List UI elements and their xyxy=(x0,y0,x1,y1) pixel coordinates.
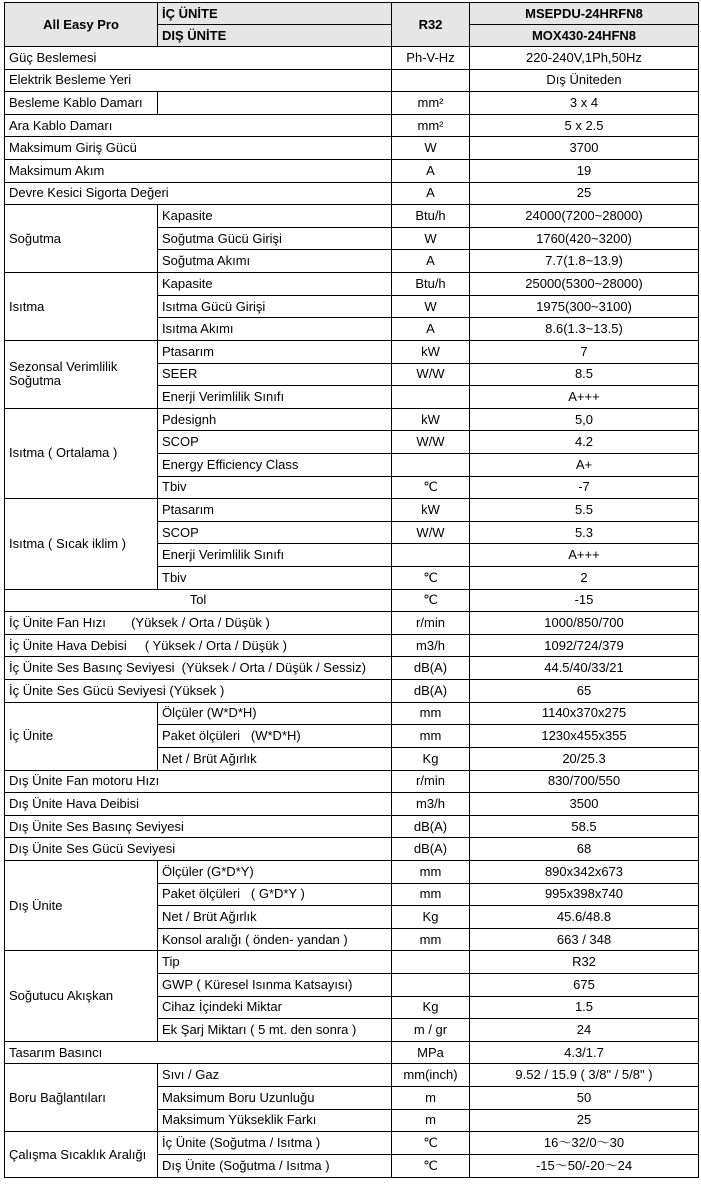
row-label: SCOP xyxy=(158,521,392,544)
row-unit: W xyxy=(392,137,470,160)
row-label: Ölçüler (W*D*H) xyxy=(158,702,392,725)
row-unit xyxy=(392,69,470,92)
row-label: Devre Kesici Sigorta Değeri xyxy=(5,182,392,205)
row-value: 1092/724/379 xyxy=(470,634,699,657)
row-value: 1.5 xyxy=(470,996,699,1019)
row-value: A+++ xyxy=(470,544,699,567)
row-unit: MPa xyxy=(392,1041,470,1064)
row-unit: W xyxy=(392,227,470,250)
row-value: R32 xyxy=(470,951,699,974)
row-unit: A xyxy=(392,182,470,205)
spec-table xyxy=(4,2,699,1178)
row-value: 4.3/1.7 xyxy=(470,1041,699,1064)
row-value: 1975(300~3100) xyxy=(470,295,699,318)
row-label: Net / Brüt Ağırlık xyxy=(158,747,392,770)
row-value: 45.6/48.8 xyxy=(470,906,699,929)
row-value: A+ xyxy=(470,453,699,476)
row-unit xyxy=(392,973,470,996)
row-label: Konsol aralığı ( önden- yandan ) xyxy=(158,928,392,951)
row-value: 663 / 348 xyxy=(470,928,699,951)
row-unit: W/W xyxy=(392,431,470,454)
row-value: -15 xyxy=(470,589,699,612)
row-value: -15～50/-20～24 xyxy=(470,1154,699,1177)
row-label: Besleme Kablo Damarı xyxy=(5,92,158,115)
row-unit: Btu/h xyxy=(392,205,470,228)
row-unit: dB(A) xyxy=(392,815,470,838)
row-label: İç Ünite (Soğutma / Isıtma ) xyxy=(158,1132,392,1155)
row-unit: W/W xyxy=(392,363,470,386)
row-unit: W xyxy=(392,295,470,318)
row-unit: mm xyxy=(392,860,470,883)
row-unit xyxy=(392,453,470,476)
row-label: Tbiv xyxy=(158,567,392,590)
row-value: 25 xyxy=(470,1109,699,1132)
row-label: Maksimum Yükseklik Farkı xyxy=(158,1109,392,1132)
row-value: 1000/850/700 xyxy=(470,612,699,635)
row-value: 25 xyxy=(470,182,699,205)
group-label-heating-average: Isıtma ( Ortalama ) xyxy=(5,408,158,498)
row-value: 995x398x740 xyxy=(470,883,699,906)
row-unit: ℃ xyxy=(392,589,470,612)
row-label: Maksimum Giriş Gücü xyxy=(5,137,392,160)
row-unit: A xyxy=(392,160,470,183)
group-label-heating: Isıtma xyxy=(5,273,158,341)
row-label: Güç Beslemesi xyxy=(5,47,392,70)
row-value: 20/25.3 xyxy=(470,747,699,770)
row-label: Tol xyxy=(5,589,392,612)
row-value: 220-240V,1Ph,50Hz xyxy=(470,47,699,70)
group-label-pipe-connections: Boru Bağlantıları xyxy=(5,1064,158,1132)
row-empty-cell xyxy=(158,92,392,115)
row-value: 9.52 / 15.9 ( 3/8" / 5/8" ) xyxy=(470,1064,699,1087)
row-value: 58.5 xyxy=(470,815,699,838)
row-label: Kapasite xyxy=(158,205,392,228)
row-unit: m / gr xyxy=(392,1019,470,1042)
row-label: Isıtma Akımı xyxy=(158,318,392,341)
row-value: 7.7(1.8~13.9) xyxy=(470,250,699,273)
row-label: Soğutma Akımı xyxy=(158,250,392,273)
row-label: İç Ünite Ses Gücü Seviyesi (Yüksek ) xyxy=(5,680,392,703)
row-unit: kW xyxy=(392,340,470,363)
row-label: Ölçüler (G*D*Y) xyxy=(158,860,392,883)
row-value: 5.5 xyxy=(470,499,699,522)
row-label: Energy Efficiency Class xyxy=(158,453,392,476)
row-unit: W/W xyxy=(392,521,470,544)
group-label-seasonal-cooling: Sezonsal Verimlilik Soğutma xyxy=(5,340,158,408)
row-label: Dış Ünite (Soğutma / Isıtma ) xyxy=(158,1154,392,1177)
row-unit: m3/h xyxy=(392,634,470,657)
row-label: Dış Ünite Ses Gücü Seviyesi xyxy=(5,838,392,861)
row-value: 24000(7200~28000) xyxy=(470,205,699,228)
row-value: 1760(420~3200) xyxy=(470,227,699,250)
row-value: Dış Üniteden xyxy=(470,69,699,92)
row-unit: kW xyxy=(392,408,470,431)
row-value: A+++ xyxy=(470,386,699,409)
row-unit: dB(A) xyxy=(392,838,470,861)
group-label-cooling: Soğutma xyxy=(5,205,158,273)
row-value: 25000(5300~28000) xyxy=(470,273,699,296)
row-unit: kW xyxy=(392,499,470,522)
row-value: 7 xyxy=(470,340,699,363)
row-unit: m3/h xyxy=(392,793,470,816)
row-label: SEER xyxy=(158,363,392,386)
row-unit: Kg xyxy=(392,996,470,1019)
outdoor-unit-label: DIŞ ÜNİTE xyxy=(158,25,392,47)
indoor-unit-label: İÇ ÜNİTE xyxy=(158,3,392,25)
row-label: Maksimum Boru Uzunluğu xyxy=(158,1087,392,1110)
row-unit: dB(A) xyxy=(392,657,470,680)
row-value: 3500 xyxy=(470,793,699,816)
row-label: Dış Ünite Fan motoru Hızı xyxy=(5,770,392,793)
row-label: Ara Kablo Damarı xyxy=(5,114,392,137)
row-value: 16～32/0～30 xyxy=(470,1132,699,1155)
group-label-refrigerant: Soğutucu Akışkan xyxy=(5,951,158,1041)
row-label: Ptasarım xyxy=(158,499,392,522)
row-label: İç Ünite Ses Basınç Seviyesi (Yüksek / Orta / Düşük / Sessiz) xyxy=(5,657,392,680)
row-unit: ℃ xyxy=(392,567,470,590)
row-unit: mm² xyxy=(392,92,470,115)
refrigerant-header: R32 xyxy=(392,3,470,47)
row-unit xyxy=(392,951,470,974)
row-value: 19 xyxy=(470,160,699,183)
row-value: 1140x370x275 xyxy=(470,702,699,725)
brand-cell: All Easy Pro xyxy=(5,3,158,47)
row-unit: mm xyxy=(392,883,470,906)
row-value: 8.5 xyxy=(470,363,699,386)
group-label-indoor-unit: İç Ünite xyxy=(5,702,158,770)
row-value: 65 xyxy=(470,680,699,703)
row-label: Ek Şarj Miktarı ( 5 mt. den sonra ) xyxy=(158,1019,392,1042)
row-unit: mm² xyxy=(392,114,470,137)
row-unit: r/min xyxy=(392,770,470,793)
row-value: 5 x 2.5 xyxy=(470,114,699,137)
row-label: Tbiv xyxy=(158,476,392,499)
row-value: 8.6(1.3~13.5) xyxy=(470,318,699,341)
row-value: 24 xyxy=(470,1019,699,1042)
row-value: 5.3 xyxy=(470,521,699,544)
row-label: İç Ünite Hava Debisi ( Yüksek / Orta / Düşük ) xyxy=(5,634,392,657)
row-unit: ℃ xyxy=(392,1132,470,1155)
row-value: -7 xyxy=(470,476,699,499)
row-label: Enerji Verimlilik Sınıfı xyxy=(158,544,392,567)
row-unit: m xyxy=(392,1087,470,1110)
row-value: 4.2 xyxy=(470,431,699,454)
row-unit: Ph-V-Hz xyxy=(392,47,470,70)
row-value: 68 xyxy=(470,838,699,861)
row-label: Dış Ünite Ses Basınç Seviyesi xyxy=(5,815,392,838)
row-label: GWP ( Küresel Isınma Katsayısı) xyxy=(158,973,392,996)
row-label: Isıtma Gücü Girişi xyxy=(158,295,392,318)
row-value: 1230x455x355 xyxy=(470,725,699,748)
row-unit: ℃ xyxy=(392,476,470,499)
row-value: 3 x 4 xyxy=(470,92,699,115)
row-label: Maksimum Akım xyxy=(5,160,392,183)
row-label: Ptasarım xyxy=(158,340,392,363)
row-label: Enerji Verimlilik Sınıfı xyxy=(158,386,392,409)
row-unit: Btu/h xyxy=(392,273,470,296)
row-label: Sıvı / Gaz xyxy=(158,1064,392,1087)
row-value: 5,0 xyxy=(470,408,699,431)
row-label: Cihaz İçindeki Miktar xyxy=(158,996,392,1019)
row-value: 830/700/550 xyxy=(470,770,699,793)
row-label: Elektrik Besleme Yeri xyxy=(5,69,392,92)
row-label: İç Ünite Fan Hızı (Yüksek / Orta / Düşük ) xyxy=(5,612,392,635)
row-label: Net / Brüt Ağırlık xyxy=(158,906,392,929)
row-unit: mm(inch) xyxy=(392,1064,470,1087)
row-unit xyxy=(392,544,470,567)
row-label: Pdesignh xyxy=(158,408,392,431)
row-unit: r/min xyxy=(392,612,470,635)
row-label: Paket ölçüleri ( G*D*Y ) xyxy=(158,883,392,906)
row-value: 2 xyxy=(470,567,699,590)
row-label: Dış Ünite Hava Deibisi xyxy=(5,793,392,816)
row-unit: A xyxy=(392,318,470,341)
row-value: 675 xyxy=(470,973,699,996)
group-label-outdoor-unit: Dış Ünite xyxy=(5,860,158,950)
row-unit: Kg xyxy=(392,906,470,929)
row-value: 3700 xyxy=(470,137,699,160)
row-label: Soğutma Gücü Girişi xyxy=(158,227,392,250)
row-unit: A xyxy=(392,250,470,273)
row-unit: ℃ xyxy=(392,1154,470,1177)
row-value: 44.5/40/33/21 xyxy=(470,657,699,680)
row-label: Tasarım Basıncı xyxy=(5,1041,392,1064)
row-unit: Kg xyxy=(392,747,470,770)
row-label: SCOP xyxy=(158,431,392,454)
row-label: Kapasite xyxy=(158,273,392,296)
row-label: Paket ölçüleri (W*D*H) xyxy=(158,725,392,748)
group-label-heating-warm: Isıtma ( Sıcak iklim ) xyxy=(5,499,158,589)
group-label-operating-temperature: Çalışma Sıcaklık Aralığı xyxy=(5,1132,158,1178)
row-unit: mm xyxy=(392,702,470,725)
row-unit: mm xyxy=(392,725,470,748)
row-label: Tip xyxy=(158,951,392,974)
row-value: 50 xyxy=(470,1087,699,1110)
row-value: 890x342x673 xyxy=(470,860,699,883)
row-unit xyxy=(392,386,470,409)
row-unit: mm xyxy=(392,928,470,951)
indoor-model: MSEPDU-24HRFN8 xyxy=(470,3,699,25)
row-unit: m xyxy=(392,1109,470,1132)
outdoor-model: MOX430-24HFN8 xyxy=(470,25,699,47)
row-unit: dB(A) xyxy=(392,680,470,703)
